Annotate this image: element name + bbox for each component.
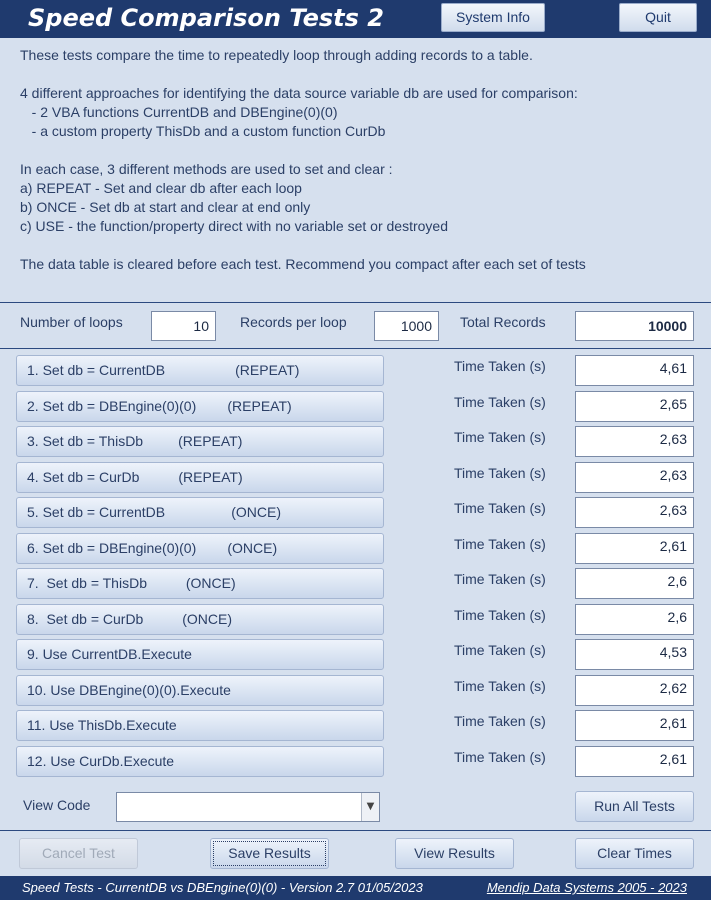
copyright-link[interactable]: Mendip Data Systems 2005 - 2023	[486, 880, 687, 895]
time-taken-value: 2,65	[575, 391, 694, 422]
description-line: - a custom property ThisDb and a custom function CurDb	[20, 123, 386, 139]
clear-times-button[interactable]: Clear Times	[575, 838, 694, 869]
description-line: b) ONCE - Set db at start and clear at end only	[20, 199, 311, 215]
loops-label: Number of loops	[20, 314, 123, 330]
time-taken-label: Time Taken (s)	[454, 429, 546, 445]
time-taken-value: 2,61	[575, 710, 694, 741]
total-records-label: Total Records	[460, 314, 546, 330]
time-taken-label: Time Taken (s)	[454, 571, 546, 587]
time-taken-label: Time Taken (s)	[454, 677, 546, 694]
time-taken-value: 2,61	[575, 746, 694, 777]
system-info-button[interactable]: System Info	[441, 3, 545, 32]
time-taken-label: Time Taken (s)	[454, 358, 546, 374]
page-title: Speed Comparison Tests 2	[28, 4, 384, 32]
description-line	[20, 236, 700, 255]
time-taken-value: 4,53	[575, 639, 694, 670]
title-bar	[0, 0, 711, 38]
time-taken-value: 4,61	[575, 355, 694, 386]
view-code-combo[interactable]	[116, 792, 380, 822]
test-12-button[interactable]: 12. Use CurDb.Execute	[16, 746, 384, 777]
test-6-button[interactable]: 6. Set db = DBEngine(0)(0) (ONCE)	[16, 533, 384, 564]
run-all-tests-button[interactable]: Run All Tests	[575, 791, 694, 822]
test-2-button[interactable]: 2. Set db = DBEngine(0)(0) (REPEAT)	[16, 391, 384, 422]
test-7-button[interactable]: 7. Set db = ThisDb (ONCE)	[16, 568, 384, 599]
divider	[0, 830, 711, 831]
quit-button[interactable]: Quit	[619, 3, 697, 32]
description-line	[20, 141, 700, 160]
test-10-button[interactable]: 10. Use DBEngine(0)(0).Execute	[16, 675, 384, 706]
time-taken-label: Time Taken (s)	[454, 535, 546, 552]
time-taken-value: 2,63	[575, 462, 694, 493]
save-results-button[interactable]: Save Results	[210, 838, 329, 869]
time-taken-label: Time Taken (s)	[454, 606, 546, 623]
time-taken-value: 2,6	[575, 604, 694, 635]
description-line: These tests compare the time to repeatedly loop through adding records to a table.	[20, 47, 533, 63]
time-taken-value: 2,62	[575, 675, 694, 706]
description-line	[20, 65, 700, 84]
cancel-test-button[interactable]: Cancel Test	[19, 838, 138, 869]
description-line: c) USE - the function/property direct with no variable set or destroyed	[20, 218, 448, 234]
test-9-button[interactable]: 9. Use CurrentDB.Execute	[16, 639, 384, 670]
time-taken-label: Time Taken (s)	[454, 713, 546, 729]
time-taken-value: 2,63	[575, 426, 694, 457]
time-taken-label: Time Taken (s)	[454, 642, 546, 658]
time-taken-label: Time Taken (s)	[454, 500, 546, 516]
records-per-loop-input[interactable]: 1000	[374, 311, 439, 341]
footer-bar	[0, 876, 711, 900]
divider	[0, 348, 711, 349]
test-8-button[interactable]: 8. Set db = CurDb (ONCE)	[16, 604, 384, 635]
time-taken-value: 2,6	[575, 568, 694, 599]
view-results-button[interactable]: View Results	[395, 838, 514, 869]
version-text: Speed Tests - CurrentDB vs DBEngine(0)(0) - Version 2.7 01/05/2023	[22, 880, 423, 895]
time-taken-value: 2,61	[575, 533, 694, 564]
test-11-button[interactable]: 11. Use ThisDb.Execute	[16, 710, 384, 741]
loops-input[interactable]: 10	[151, 311, 216, 341]
test-1-button[interactable]: 1. Set db = CurrentDB (REPEAT)	[16, 355, 384, 386]
test-5-button[interactable]: 5. Set db = CurrentDB (ONCE)	[16, 497, 384, 528]
total-records-value: 10000	[575, 311, 694, 341]
time-taken-value: 2,63	[575, 497, 694, 528]
records-per-loop-label: Records per loop	[240, 314, 347, 330]
time-taken-label: Time Taken (s)	[454, 393, 546, 410]
test-3-button[interactable]: 3. Set db = ThisDb (REPEAT)	[16, 426, 384, 457]
test-4-button[interactable]: 4. Set db = CurDb (REPEAT)	[16, 462, 384, 493]
time-taken-label: Time Taken (s)	[454, 748, 546, 765]
description-line: 4 different approaches for identifying the data source variable db are used for comparison:	[20, 85, 578, 101]
description-text	[20, 46, 700, 274]
time-taken-label: Time Taken (s)	[454, 464, 546, 481]
description-line: a) REPEAT - Set and clear db after each loop	[20, 180, 302, 196]
view-code-label: View Code	[23, 797, 91, 813]
description-line: - 2 VBA functions CurrentDB and DBEngine(0)(0)	[20, 104, 338, 120]
description-line: In each case, 3 different methods are used to set and clear :	[20, 161, 393, 177]
description-line: The data table is cleared before each test. Recommend you compact after each set of tests	[20, 256, 586, 272]
divider	[0, 302, 711, 303]
chevron-down-icon[interactable]: ▼	[361, 793, 379, 821]
